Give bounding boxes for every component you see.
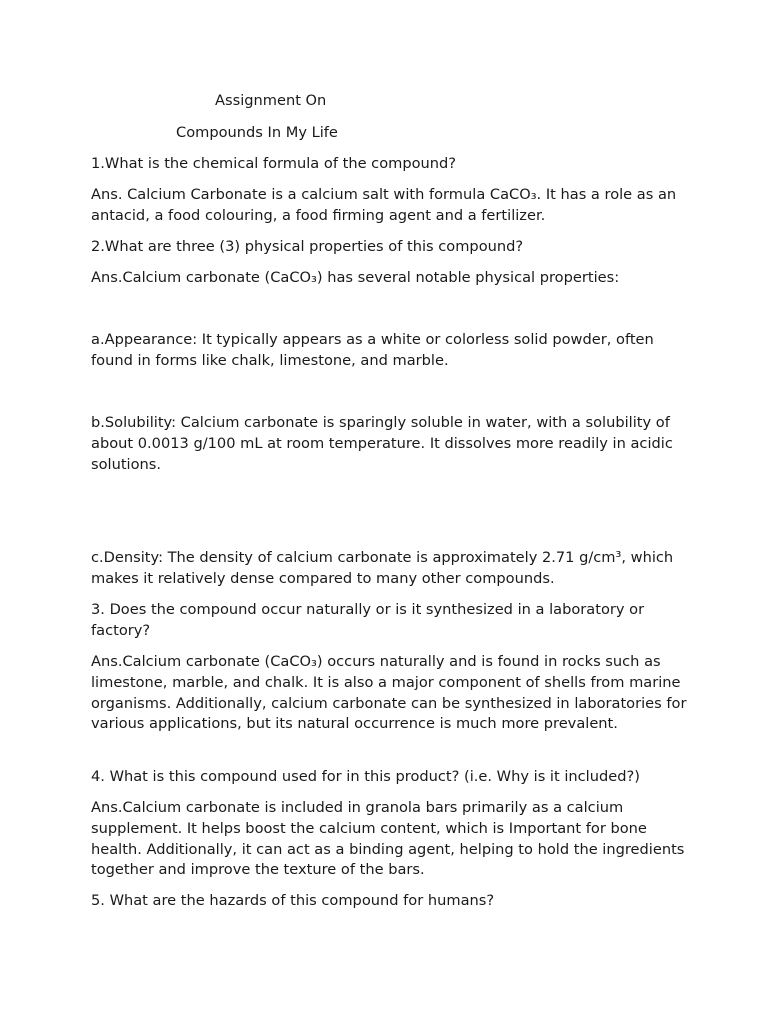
answer-4: Ans.Calcium carbonate is included in granola bars primarily as a calcium supplement. It helps boost the calcium content, which is Important for bone health. Additionally, it can act as a binding agent, helping to hold the ingredients together and improve the texture of the bars. [91, 799, 685, 879]
question-2: 2.What are three (3) physical properties of this compound? [91, 238, 524, 255]
answer-1: Ans. Calcium Carbonate is a calcium salt with formula CaCO₃. It has a role as an antacid, a food colouring, a food firming agent and a fertilizer. [91, 186, 677, 224]
answer-2-intro: Ans.Calcium carbonate (CaCO₃) has several notable physical properties: [91, 269, 620, 286]
property-density: c.Density: The density of calcium carbonate is approximately 2.71 g/cm³, which makes it relatively dense compared to many other compounds. [91, 549, 674, 587]
title-line-1: Assignment On [215, 92, 327, 109]
title-line-2: Compounds In My Life [176, 124, 338, 141]
answer-3: Ans.Calcium carbonate (CaCO₃) occurs naturally and is found in rocks such as limestone, marble, and chalk. It is also a major component of shells from marine organisms. Additionally, calcium carbonate can be synthesized in laboratories for various applications, but its natural occurrence is much more prevalent. [91, 653, 687, 733]
property-appearance: a.Appearance: It typically appears as a white or colorless solid powder, often found in forms like chalk, limestone, and marble. [91, 331, 654, 369]
question-3: 3. Does the compound occur naturally or is it synthesized in a laboratory or factory? [91, 601, 645, 639]
question-1: 1.What is the chemical formula of the compound? [91, 155, 457, 172]
question-5: 5. What are the hazards of this compound for humans? [91, 892, 495, 909]
property-solubility: b.Solubility: Calcium carbonate is sparingly soluble in water, with a solubility of about 0.0013 g/100 mL at room temperature. It dissolves more readily in acidic solutions. [91, 414, 673, 473]
question-4: 4. What is this compound used for in this product? (i.e. Why is it included?) [91, 768, 640, 785]
